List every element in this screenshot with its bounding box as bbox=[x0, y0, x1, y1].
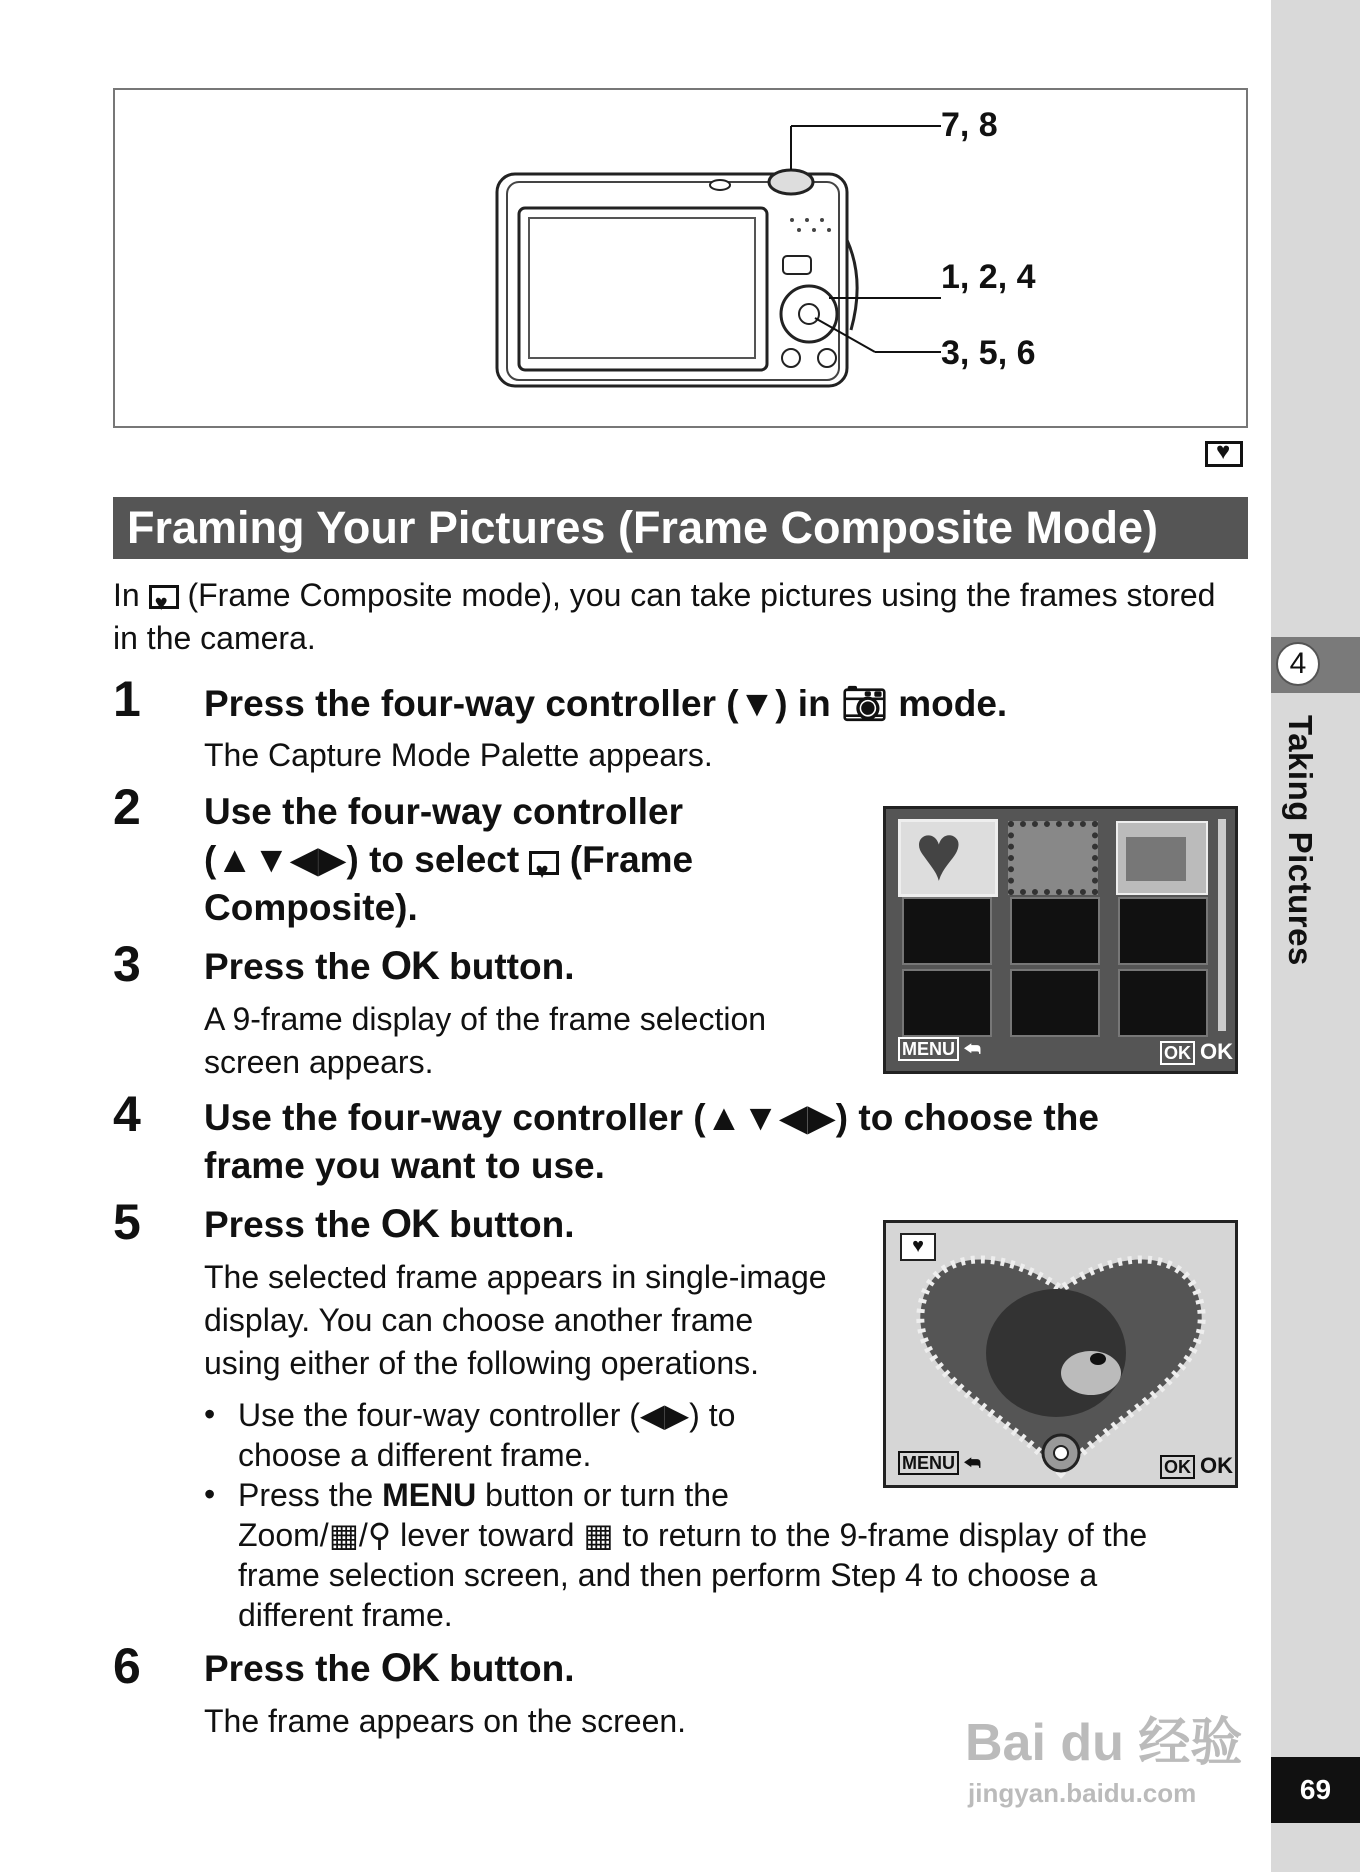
bullet-2-lever-text: lever toward bbox=[400, 1517, 575, 1553]
thumbnail-grid-icon: ▦ bbox=[328, 1517, 359, 1553]
step-5-heading-b: button. bbox=[449, 1204, 575, 1245]
ok-text: OK bbox=[1200, 1453, 1234, 1478]
step-6-heading-b: button. bbox=[449, 1648, 575, 1689]
ok-key-label: OK bbox=[1160, 1041, 1195, 1065]
chapter-title: Taking Pictures bbox=[1282, 715, 1319, 966]
scrollbar bbox=[1218, 819, 1226, 1031]
step-3-number: 3 bbox=[113, 936, 141, 992]
bullet-1-line-1: Use the four-way controller (◀▶) to bbox=[238, 1397, 736, 1433]
bullet-2-line-3: frame selection screen, and then perform Step 4 to choose a bbox=[238, 1557, 1098, 1593]
menu-back-hint bbox=[898, 1453, 981, 1474]
frame-composite-icon: ♥ bbox=[1205, 441, 1243, 467]
frame-thumb-empty bbox=[902, 897, 992, 965]
step-6-heading bbox=[204, 1644, 574, 1693]
camera-icon: 📷︎ bbox=[840, 683, 888, 724]
step-3-desc-line-1: A 9-frame display of the frame selection bbox=[204, 1001, 767, 1037]
framed-dog-photo bbox=[886, 1223, 1235, 1485]
bullet-2-text-a: Press the bbox=[238, 1477, 374, 1513]
step-3-desc-line-2: screen appears. bbox=[204, 1044, 434, 1080]
step-2-number: 2 bbox=[113, 779, 141, 835]
step-6-desc: The frame appears on the screen. bbox=[204, 1703, 687, 1739]
page-number: 69 bbox=[1271, 1757, 1360, 1823]
ok-button-label: OK bbox=[380, 944, 439, 988]
back-arrow-icon: ⮪ bbox=[964, 1453, 981, 1473]
step-3-heading-b: button. bbox=[449, 946, 575, 987]
bullet-2-line-1 bbox=[238, 1475, 1254, 1515]
bullet-item bbox=[204, 1395, 864, 1475]
callout-ok: 3, 5, 6 bbox=[941, 334, 1036, 372]
step-5-heading bbox=[204, 1200, 574, 1249]
step-3-desc bbox=[204, 998, 766, 1084]
menu-back-hint bbox=[898, 1039, 981, 1060]
ok-hint bbox=[1160, 1039, 1233, 1065]
ok-text: OK bbox=[1200, 1039, 1234, 1064]
watermark-logo: Bai du 经验 bbox=[965, 1714, 1243, 1772]
step-1-number: 1 bbox=[113, 671, 141, 727]
camera-figure bbox=[113, 88, 1248, 428]
step-2-line-1: Use the four-way controller bbox=[204, 791, 684, 832]
thumbnail-grid-icon: ▦ bbox=[583, 1517, 614, 1553]
frame-thumb-empty bbox=[1010, 969, 1100, 1037]
ok-button-label: OK bbox=[380, 1646, 439, 1690]
step-5-number: 5 bbox=[113, 1194, 141, 1250]
bullet-dot: • bbox=[204, 1476, 216, 1512]
frame-composite-icon: ♥ bbox=[900, 1233, 936, 1261]
frame-thumb-heart: ♥ bbox=[898, 819, 998, 897]
step-6-heading-a: Press the bbox=[204, 1648, 371, 1689]
bullet-2-line-2: Zoom/▦/⚲ lever toward ▦ to return to the 9-frame display of the bbox=[238, 1517, 1148, 1553]
step-1-desc: The Capture Mode Palette appears. bbox=[204, 737, 713, 773]
bullet-2-zoom-text: Zoom/ bbox=[238, 1517, 329, 1553]
frame-selection-screen bbox=[883, 806, 1238, 1074]
bullet-item bbox=[204, 1475, 1254, 1635]
intro-start: In bbox=[113, 577, 140, 613]
intro-rest: (Frame Composite mode), you can take pictures using the frames stored in the camera. bbox=[113, 577, 1216, 656]
step-1-heading bbox=[204, 680, 1007, 728]
bullet-2-text-b: button or turn the bbox=[485, 1477, 729, 1513]
step-2-line-2 bbox=[204, 836, 693, 884]
callout-shutter: 7, 8 bbox=[941, 106, 998, 144]
step-5-desc-line-1: The selected frame appears in single-image bbox=[204, 1259, 827, 1295]
chapter-number: 4 bbox=[1276, 642, 1320, 686]
step-5-desc-line-3: using either of the following operations. bbox=[204, 1345, 760, 1381]
step-1-heading-b: mode. bbox=[898, 683, 1008, 724]
callout-controller: 1, 2, 4 bbox=[941, 258, 1036, 296]
step-3-heading-a: Press the bbox=[204, 946, 371, 987]
frame-thumb-empty bbox=[1010, 897, 1100, 965]
frame-thumb-empty bbox=[902, 969, 992, 1037]
step-4-line-2: frame you want to use. bbox=[204, 1145, 605, 1186]
section-title: Framing Your Pictures (Frame Composite Mode) bbox=[113, 497, 1248, 559]
bullet-dot: • bbox=[204, 1396, 216, 1432]
frame-thumb-empty bbox=[1118, 969, 1208, 1037]
back-arrow-icon: ⮪ bbox=[964, 1039, 981, 1059]
camera-back-illustration bbox=[115, 90, 1250, 430]
bullet-2-line-4: different frame. bbox=[238, 1597, 453, 1633]
step-4-line-1: Use the four-way controller (▲▼◀▶) to choose the bbox=[204, 1097, 1099, 1138]
step-4-heading bbox=[204, 1094, 1099, 1190]
step-3-heading bbox=[204, 942, 574, 991]
frame-thumb-empty bbox=[1118, 897, 1208, 965]
step-4-number: 4 bbox=[113, 1086, 141, 1142]
step-5-desc bbox=[204, 1256, 827, 1385]
bullet-1-line-2: choose a different frame. bbox=[238, 1437, 592, 1473]
intro-paragraph bbox=[113, 574, 1243, 660]
bullet-2-return-text: to return to the 9-frame display of the bbox=[622, 1517, 1148, 1553]
ok-key-label: OK bbox=[1160, 1455, 1195, 1479]
ok-button-label: OK bbox=[380, 1202, 439, 1246]
step-1-heading-a: Press the four-way controller (▼) in bbox=[204, 683, 831, 724]
frame-thumb-floral bbox=[1008, 821, 1098, 895]
watermark-url: jingyan.baidu.com bbox=[968, 1778, 1197, 1808]
menu-label: MENU bbox=[898, 1037, 959, 1061]
frame-thumb-character bbox=[1116, 821, 1208, 895]
step-2-heading bbox=[204, 788, 693, 932]
step-5-heading-a: Press the bbox=[204, 1204, 371, 1245]
frame-composite-icon bbox=[149, 585, 179, 609]
magnifier-icon: ⚲ bbox=[367, 1517, 392, 1553]
step-2-line-3: Composite). bbox=[204, 887, 418, 928]
frame-composite-icon bbox=[529, 851, 559, 875]
step-6-number: 6 bbox=[113, 1638, 141, 1694]
step-2-line-2a: (▲▼◀▶) to select bbox=[204, 839, 520, 880]
step-2-line-2b: (Frame bbox=[569, 839, 694, 880]
step-5-desc-line-2: display. You can choose another frame bbox=[204, 1302, 754, 1338]
menu-label: MENU bbox=[898, 1451, 959, 1475]
single-image-screen bbox=[883, 1220, 1238, 1488]
menu-button-label: MENU bbox=[382, 1477, 477, 1513]
